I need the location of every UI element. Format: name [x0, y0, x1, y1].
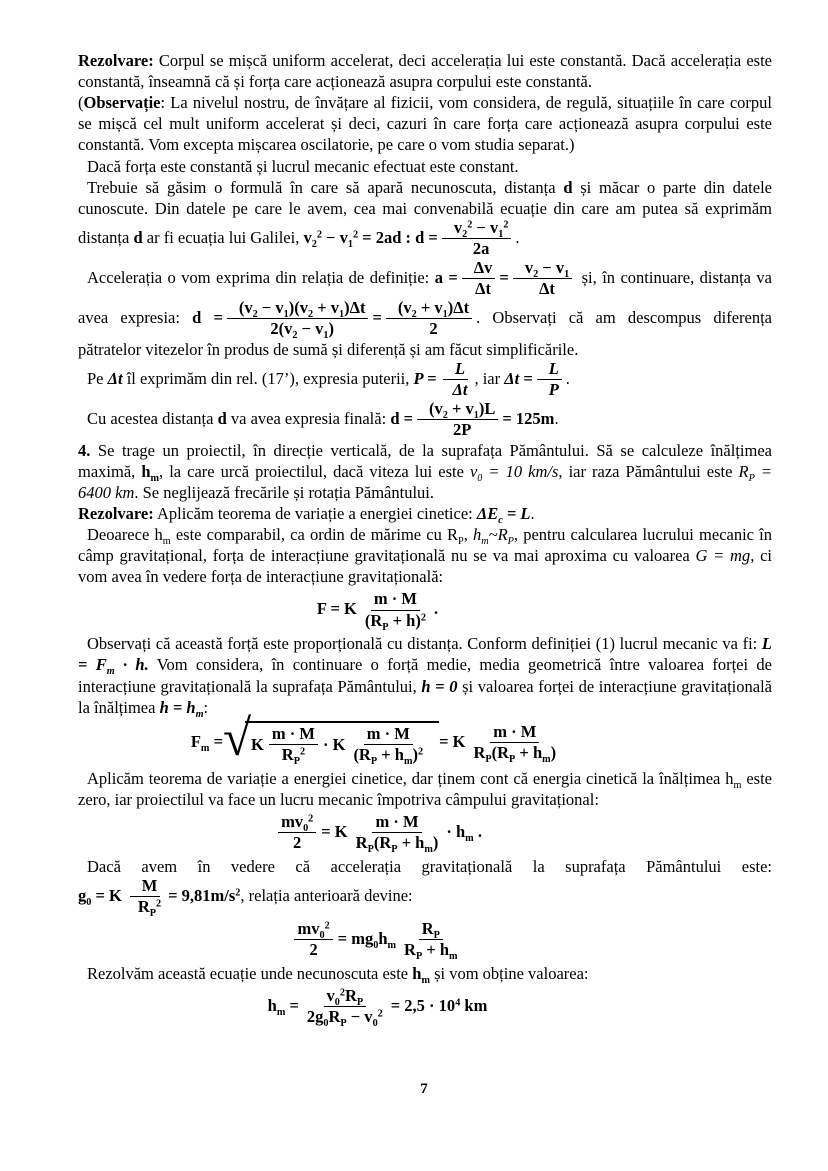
- text-run: este comparabil, ca ordin de mărime cu: [170, 525, 448, 545]
- label-rezolvare: Rezolvare:: [78, 51, 154, 70]
- equation-kinetic-energy: [78, 811, 772, 856]
- paragraph-expresia-finala: [78, 400, 772, 440]
- math-inline: d =: [192, 307, 223, 327]
- fraction-denominator: 2: [429, 319, 438, 339]
- text-run: Dacă avem în vedere că accelerația gravitațională la suprafața Pământului este:: [87, 856, 772, 876]
- text-run: ar fi ecuația lui Galilei,: [142, 227, 304, 247]
- text-run: Deoarece: [87, 525, 155, 545]
- fraction-denominator: $2(v_2 - v_1)$: [270, 319, 334, 342]
- fraction: [126, 876, 164, 920]
- equation-mean-force: [78, 710, 772, 768]
- text-run: .: [530, 504, 535, 523]
- paragraph-rezolvam: [78, 963, 772, 984]
- fraction-numerator: $v_0^2R_P$: [324, 987, 367, 1007]
- symbol-hm: $h_m$: [412, 963, 430, 986]
- fraction: [417, 400, 498, 440]
- text-run: , pentru calcularea lucrului mecanic în câmp gravitațional, forța de interacțiune gravitațională nu se va mai aproxima cu valoarea: [78, 525, 773, 566]
- fraction: [401, 918, 461, 963]
- text-run: va avea expresia finală:: [226, 408, 391, 428]
- fraction: [462, 259, 496, 299]
- text-run: Observați că această forță este proporțională cu distanța. Conform definiției (1) lucrul mecanic va fi:: [87, 634, 762, 654]
- text-run: îl exprimăm din rel. (17’), expresia puterii,: [122, 368, 414, 388]
- label-observatie: Observație: [83, 93, 161, 113]
- symbol-hm: $h_m$: [725, 768, 742, 791]
- fraction-denominator: P: [548, 380, 559, 400]
- math-inline: $F_m$ =: [190, 731, 223, 754]
- fraction-numerator: $v_2 - v_1$: [513, 259, 572, 279]
- fraction-denominator: Δt: [475, 279, 492, 299]
- text-run: Cu acestea distanța: [87, 408, 218, 428]
- paragraph-daca-avem: [78, 856, 772, 920]
- text-run: și măcar o parte din datele cunoscute. Din datele pe care le avem, cea mai convenabilă ecuație din care am putea să exprimăm distanța: [78, 177, 772, 247]
- math-inline: = $mg_0h_m$: [337, 928, 397, 951]
- symbol-hm: $h_m$: [154, 525, 171, 548]
- math-l-fm-h: $L = F_m \cdot h$.: [78, 634, 772, 678]
- fraction-denominator: $R_P + h_m$: [404, 940, 458, 963]
- text-run: (: [78, 93, 84, 113]
- math-inline: $v_2^2 - v_1^2 = 2ad$ : d =: [303, 227, 438, 250]
- document-content: [78, 50, 772, 1030]
- problem-number: 4.: [78, 440, 91, 460]
- text-run: , la care urcă proiectilul, dacă viteza lui este: [159, 461, 470, 481]
- fraction-denominator: $(R_P + h_m)^2$: [353, 745, 424, 768]
- fraction-numerator: M: [130, 877, 161, 897]
- label-rezolvare: Rezolvare:: [78, 504, 154, 523]
- text-run: Rezolvăm această ecuație unde necunoscuta este: [87, 963, 413, 983]
- fraction: [470, 721, 559, 766]
- paragraph-observati-forta: [78, 633, 772, 720]
- math-inline: =: [372, 307, 382, 327]
- fraction-denominator: Δt: [452, 380, 468, 400]
- text-run: Accelerația o vom exprima din relația de definiție:: [87, 267, 435, 287]
- radical-icon: √: [222, 710, 252, 768]
- fraction: [513, 259, 572, 299]
- radicand: [245, 721, 439, 768]
- text-run: Dacă forța este constantă și lucrul mecanic efectuat este constant.: [87, 156, 519, 176]
- math-g-mg: G = mg: [695, 546, 751, 566]
- fraction: [278, 813, 316, 853]
- text-run: . Se neglijează frecările și rotația Pământului.: [134, 482, 435, 502]
- math-inline: P =: [413, 368, 437, 388]
- text-run: Trebuie să găsim o formulă în care să apară necunoscuta, distanța: [87, 177, 564, 197]
- fraction-denominator: 2: [293, 833, 302, 853]
- equation-relation-devine: [78, 918, 772, 963]
- paragraph-rezolvare-problem4: [78, 503, 772, 527]
- fraction-numerator: m · M: [372, 813, 421, 833]
- math-v0: $v_0 = 10$ km/s: [469, 461, 559, 484]
- fraction-numerator: $v_2^2 - v_1^2$: [442, 219, 512, 239]
- fraction: [294, 920, 332, 960]
- fraction-numerator: $mv_0^2$: [278, 813, 316, 833]
- math-inline: .: [433, 599, 439, 619]
- fraction-numerator: m · M: [490, 723, 539, 743]
- fraction-denominator: $R_P(R_P + h_m)$: [355, 833, 439, 856]
- equation-hm-result: [78, 986, 772, 1030]
- text-run: .: [515, 227, 520, 247]
- fraction-denominator: 2P: [453, 420, 472, 440]
- text-run: este zero, iar proiectilul va face un lucru mecanic împotriva câmpului gravitațional:: [78, 768, 772, 809]
- symbol-rp: $R_P$: [447, 525, 464, 548]
- fraction-denominator: $R_P^2$: [137, 897, 162, 920]
- text-run: Aplicăm teorema de variație a energiei cinetice:: [153, 504, 477, 523]
- math-rp: $R_P = 6400$ km: [78, 461, 772, 502]
- text-run: Vom considera, în continuare o forță medie, media geometrică între valoarea forței de interacțiune gravitațională la suprafața Pământului,: [78, 655, 772, 696]
- math-981: = $9,81m/s^2$: [168, 885, 241, 905]
- fraction-numerator: $(v_2 + v_1)L$: [417, 400, 498, 420]
- math-inline: = K: [439, 731, 466, 751]
- equation-gravitational-force: [78, 589, 772, 633]
- text-run: .: [554, 408, 559, 428]
- paragraph-acceleratia: [78, 259, 772, 360]
- math-hm-rp: $h_m\sim R_P$: [473, 525, 514, 548]
- symbol-d: d: [133, 227, 143, 247]
- square-root: [222, 710, 439, 768]
- text-run: .: [565, 368, 570, 388]
- fraction-denominator: $R_P^2$: [281, 745, 306, 768]
- text-run: Pe: [87, 368, 108, 388]
- paragraph-forta-constanta: [78, 156, 772, 177]
- math-h-0: h = 0: [421, 676, 458, 696]
- text-run: ,: [463, 525, 474, 545]
- math-inline: F = K: [316, 599, 357, 619]
- fraction-numerator: L: [443, 360, 468, 380]
- fraction-numerator: m · M: [364, 725, 413, 745]
- fraction-numerator: $R_P$: [419, 920, 443, 940]
- math-inline: Δt =: [504, 368, 533, 388]
- paragraph-galilei: [78, 177, 772, 259]
- math-result-25-10-4: = $2,5 \cdot 10^4$ km: [390, 995, 488, 1015]
- math-result-125m: = 125m: [502, 408, 555, 428]
- fraction: [537, 360, 562, 400]
- symbol-hm: $h_m$: [141, 461, 160, 484]
- fraction-denominator: Δt: [539, 279, 555, 299]
- fraction-numerator: L: [537, 360, 562, 380]
- fraction-numerator: $(v_2 - v_1)(v_2 + v_1)\Delta t$: [227, 299, 369, 319]
- fraction-numerator: $mv_0^2$: [294, 920, 332, 940]
- math-h-hm: $h = h_m$: [159, 697, 204, 720]
- fraction: [227, 297, 369, 342]
- paragraph-deoarece: [78, 524, 772, 587]
- text-run: și, în continuare, distanța va avea expresia:: [78, 267, 772, 327]
- math-delta-ec: $\Delta E_c = L$: [476, 504, 531, 527]
- text-run: și vom obține valoarea:: [429, 963, 589, 983]
- paragraph-problem4-statement: [78, 440, 772, 503]
- fraction-denominator: $R_P(R_P + h_m)$: [473, 743, 557, 766]
- paragraph-rezolvare-problem3: [78, 50, 772, 92]
- text-run: :: [203, 697, 209, 717]
- fraction-numerator: m · M: [269, 725, 318, 745]
- fraction: [350, 723, 426, 768]
- text-run: , iar: [474, 368, 505, 388]
- text-run: și valoarea forței de interacțiune gravitațională la înălțimea: [78, 676, 772, 717]
- symbol-delta-t: Δt: [107, 368, 123, 388]
- page-number: 7: [420, 1081, 428, 1097]
- math-inline: a =: [434, 267, 458, 287]
- text-run: . Observați că am descompus diferența pătratelor vitezelor în produs de sumă și diferență și am făcut simplificările.: [78, 307, 772, 359]
- text-run: : La nivelul nostru, de învățare al fizicii, vom considera, de regulă, situațiile în care corpul se mișcă cel mult uniform accelerat și deci, cazuri în care forța care acționează asupra corpului este constantă. Vom excepta mișcarea oscilatorie, pe care o vom studia separat.): [78, 93, 772, 155]
- fraction: [362, 589, 429, 633]
- fraction-numerator: m · M: [371, 590, 420, 610]
- math-inline: K: [251, 735, 264, 755]
- math-g0: $g_0 = K$: [78, 885, 122, 908]
- math-inline: d =: [390, 408, 414, 428]
- fraction: [353, 811, 442, 856]
- fraction: [269, 723, 318, 768]
- fraction-numerator: $(v_2 + v_1)\Delta t$: [386, 299, 472, 319]
- text-run: Aplicăm teorema de variație a energiei cinetice, dar ținem cont că energia cinetică la înălțimea: [87, 768, 726, 788]
- fraction: [441, 360, 471, 400]
- text-run: , relația anterioară devine:: [240, 885, 413, 905]
- fraction-denominator: $2g_0R_P - v_0^2$: [306, 1007, 383, 1030]
- paragraph-delta-t: [78, 360, 772, 400]
- paragraph-observatie: [78, 92, 772, 155]
- text-run: , iar raza Pământului este: [558, 461, 739, 481]
- fraction: [386, 299, 472, 339]
- paragraph-aplicam-teorema: [78, 768, 772, 810]
- symbol-d: d: [217, 408, 227, 428]
- fraction: [304, 986, 386, 1030]
- fraction-numerator: Δv: [462, 259, 496, 279]
- math-inline: · K: [322, 735, 346, 755]
- text-run: Corpul se mișcă uniform accelerat, deci accelerația lui este constantă. Dacă accelerația este constantă, înseamnă că și forța care acționează asupra corpului este constantă.: [78, 51, 772, 92]
- fraction-denominator: 2a: [472, 239, 490, 259]
- text-run: , ci vom avea în vedere forța de interacțiune gravitațională:: [78, 546, 772, 587]
- math-inline: $h_m$ =: [267, 995, 299, 1018]
- math-inline: =: [499, 267, 509, 287]
- fraction-denominator: $(R_P + h)^2$: [364, 610, 426, 633]
- math-inline: = K: [321, 821, 348, 841]
- symbol-d: d: [563, 177, 573, 197]
- fraction: [442, 219, 512, 259]
- math-inline: · $h_m$ .: [446, 821, 482, 844]
- fraction-denominator: 2: [309, 940, 318, 960]
- text-run: Se trage un proiectil, în direcție verticală, de la suprafața Pământului. Să se calculeze înălțimea maximă,: [78, 440, 772, 481]
